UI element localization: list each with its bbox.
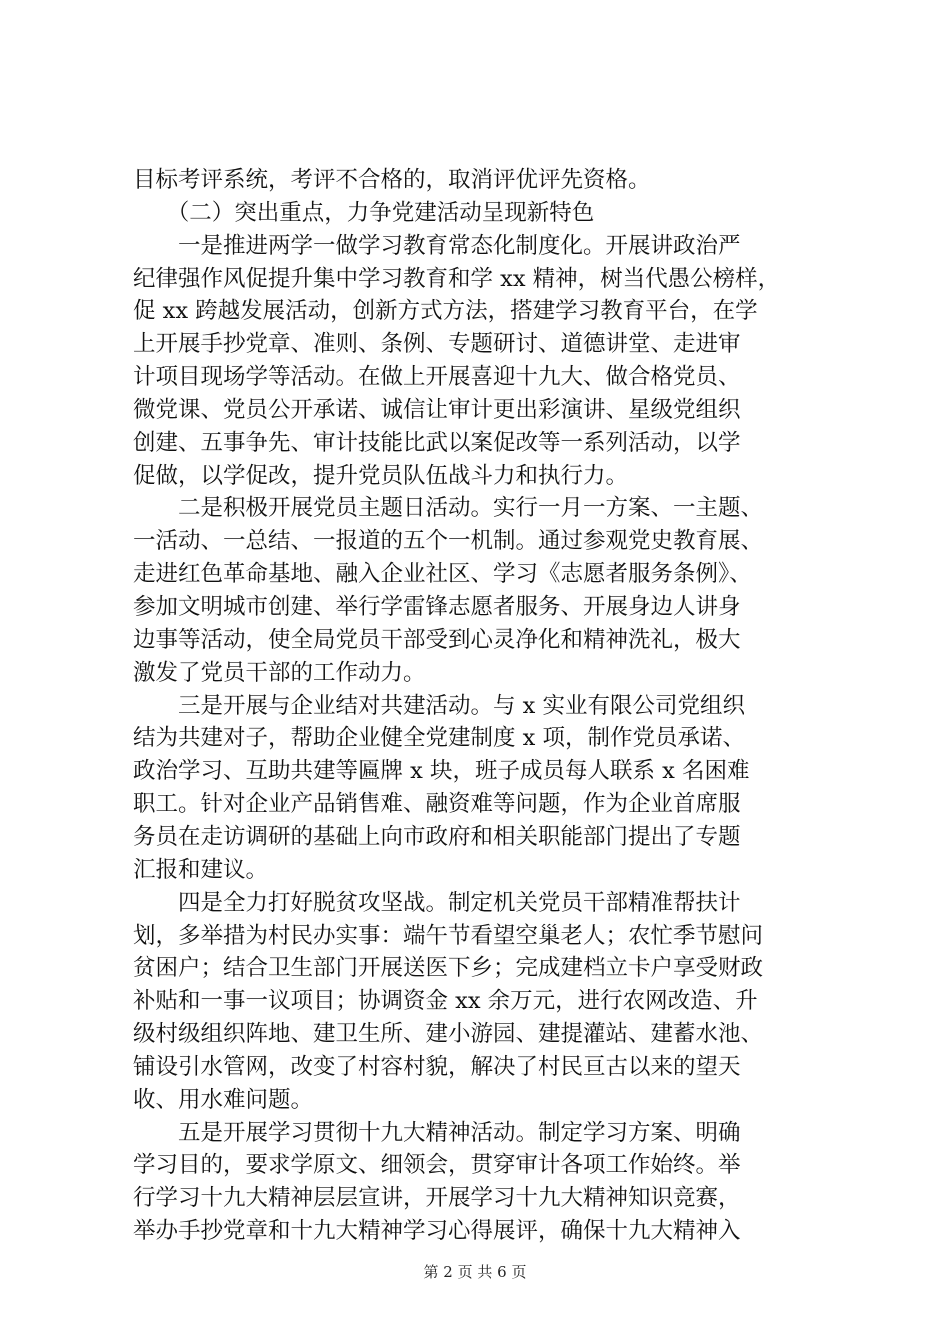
text-line: 铺设引水管网，改变了村容村貌，解决了村民亘古以来的望天 <box>133 1054 741 1080</box>
text-line: 激发了党员干部的工作动力。 <box>133 660 426 686</box>
text-line: 补贴和一事一议项目；协调资金 xx 余万元，进行农网改造、升 <box>133 988 758 1014</box>
text-line: 汇报和建议。 <box>133 857 269 883</box>
text-line: 四是全力打好脱贫攻坚战。制定机关党员干部精准帮扶计 <box>133 890 741 916</box>
text-line: 促做，以学促改，提升党员队伍战斗力和执行力。 <box>133 463 629 489</box>
text-line: 二是积极开展党员主题日活动。实行一月一方案、一主题、 <box>133 495 764 521</box>
text-line: 举办手抄党章和十九大精神学习心得展评，确保十九大精神入 <box>133 1218 741 1244</box>
text-line: 一是推进两学一做学习教育常态化制度化。开展讲政治严 <box>133 233 741 259</box>
text-line: 学习目的，要求学原文、细领会，贯穿审计各项工作始终。举 <box>133 1152 741 1178</box>
text-line: 上开展手抄党章、准则、条例、专题研讨、道德讲堂、走进审 <box>133 331 741 357</box>
text-line: 计项目现场学等活动。在做上开展喜迎十九大、做合格党员、 <box>133 364 741 390</box>
text-line: 微党课、党员公开承诺、诚信让审计更出彩演讲、星级党组织 <box>133 397 741 423</box>
text-line: 划，多举措为村民办实事：端午节看望空巢老人；农忙季节慰问 <box>133 923 764 949</box>
text-line: 贫困户；结合卫生部门开展送医下乡；完成建档立卡户享受财政 <box>133 955 764 981</box>
text-line: 走进红色革命基地、融入企业社区、学习《志愿者服务条例》、 <box>133 561 752 587</box>
text-line: 务员在走访调研的基础上向市政府和相关职能部门提出了专题 <box>133 824 741 850</box>
text-line: 一活动、一总结、一报道的五个一机制。通过参观党史教育展、 <box>133 528 764 554</box>
text-line: 边事等活动，使全局党员干部受到心灵净化和精神洗礼，极大 <box>133 627 741 653</box>
text-line: 结为共建对子，帮助企业健全党建制度 x 项，制作党员承诺、 <box>133 725 745 751</box>
text-line: 职工。针对企业产品销售难、融资难等问题，作为企业首席服 <box>133 791 741 817</box>
text-line: 促 xx 跨越发展活动，创新方式方法，搭建学习教育平台，在学 <box>133 298 758 324</box>
text-line: 收、用水难问题。 <box>133 1087 314 1113</box>
text-line: 级村级组织阵地、建卫生所、建小游园、建提灌站、建蓄水池、 <box>133 1021 764 1047</box>
text-line: 行学习十九大精神层层宣讲，开展学习十九大精神知识竞赛， <box>133 1185 741 1211</box>
text-line: 目标考评系统，考评不合格的，取消评优评先资格。 <box>133 167 651 193</box>
text-line: 政治学习、互助共建等匾牌 x 块，班子成员每人联系 x 名困难 <box>133 758 750 784</box>
text-line: 五是开展学习贯彻十九大精神活动。制定学习方案、明确 <box>133 1120 741 1146</box>
text-line: 创建、五事争先、审计技能比武以案促改等一系列活动，以学 <box>133 430 741 456</box>
section-heading: （二）突出重点，力争党建活动呈现新特色 <box>133 200 595 226</box>
text-line: 参加文明城市创建、举行学雷锋志愿者服务、开展身边人讲身 <box>133 594 741 620</box>
page-number: 第 2 页 共 6 页 <box>423 1263 527 1281</box>
text-line: 纪律强作风促提升集中学习教育和学 xx 精神，树当代愚公榜样， <box>133 266 781 292</box>
text-line: 三是开展与企业结对共建活动。与 x 实业有限公司党组织 <box>133 693 745 719</box>
